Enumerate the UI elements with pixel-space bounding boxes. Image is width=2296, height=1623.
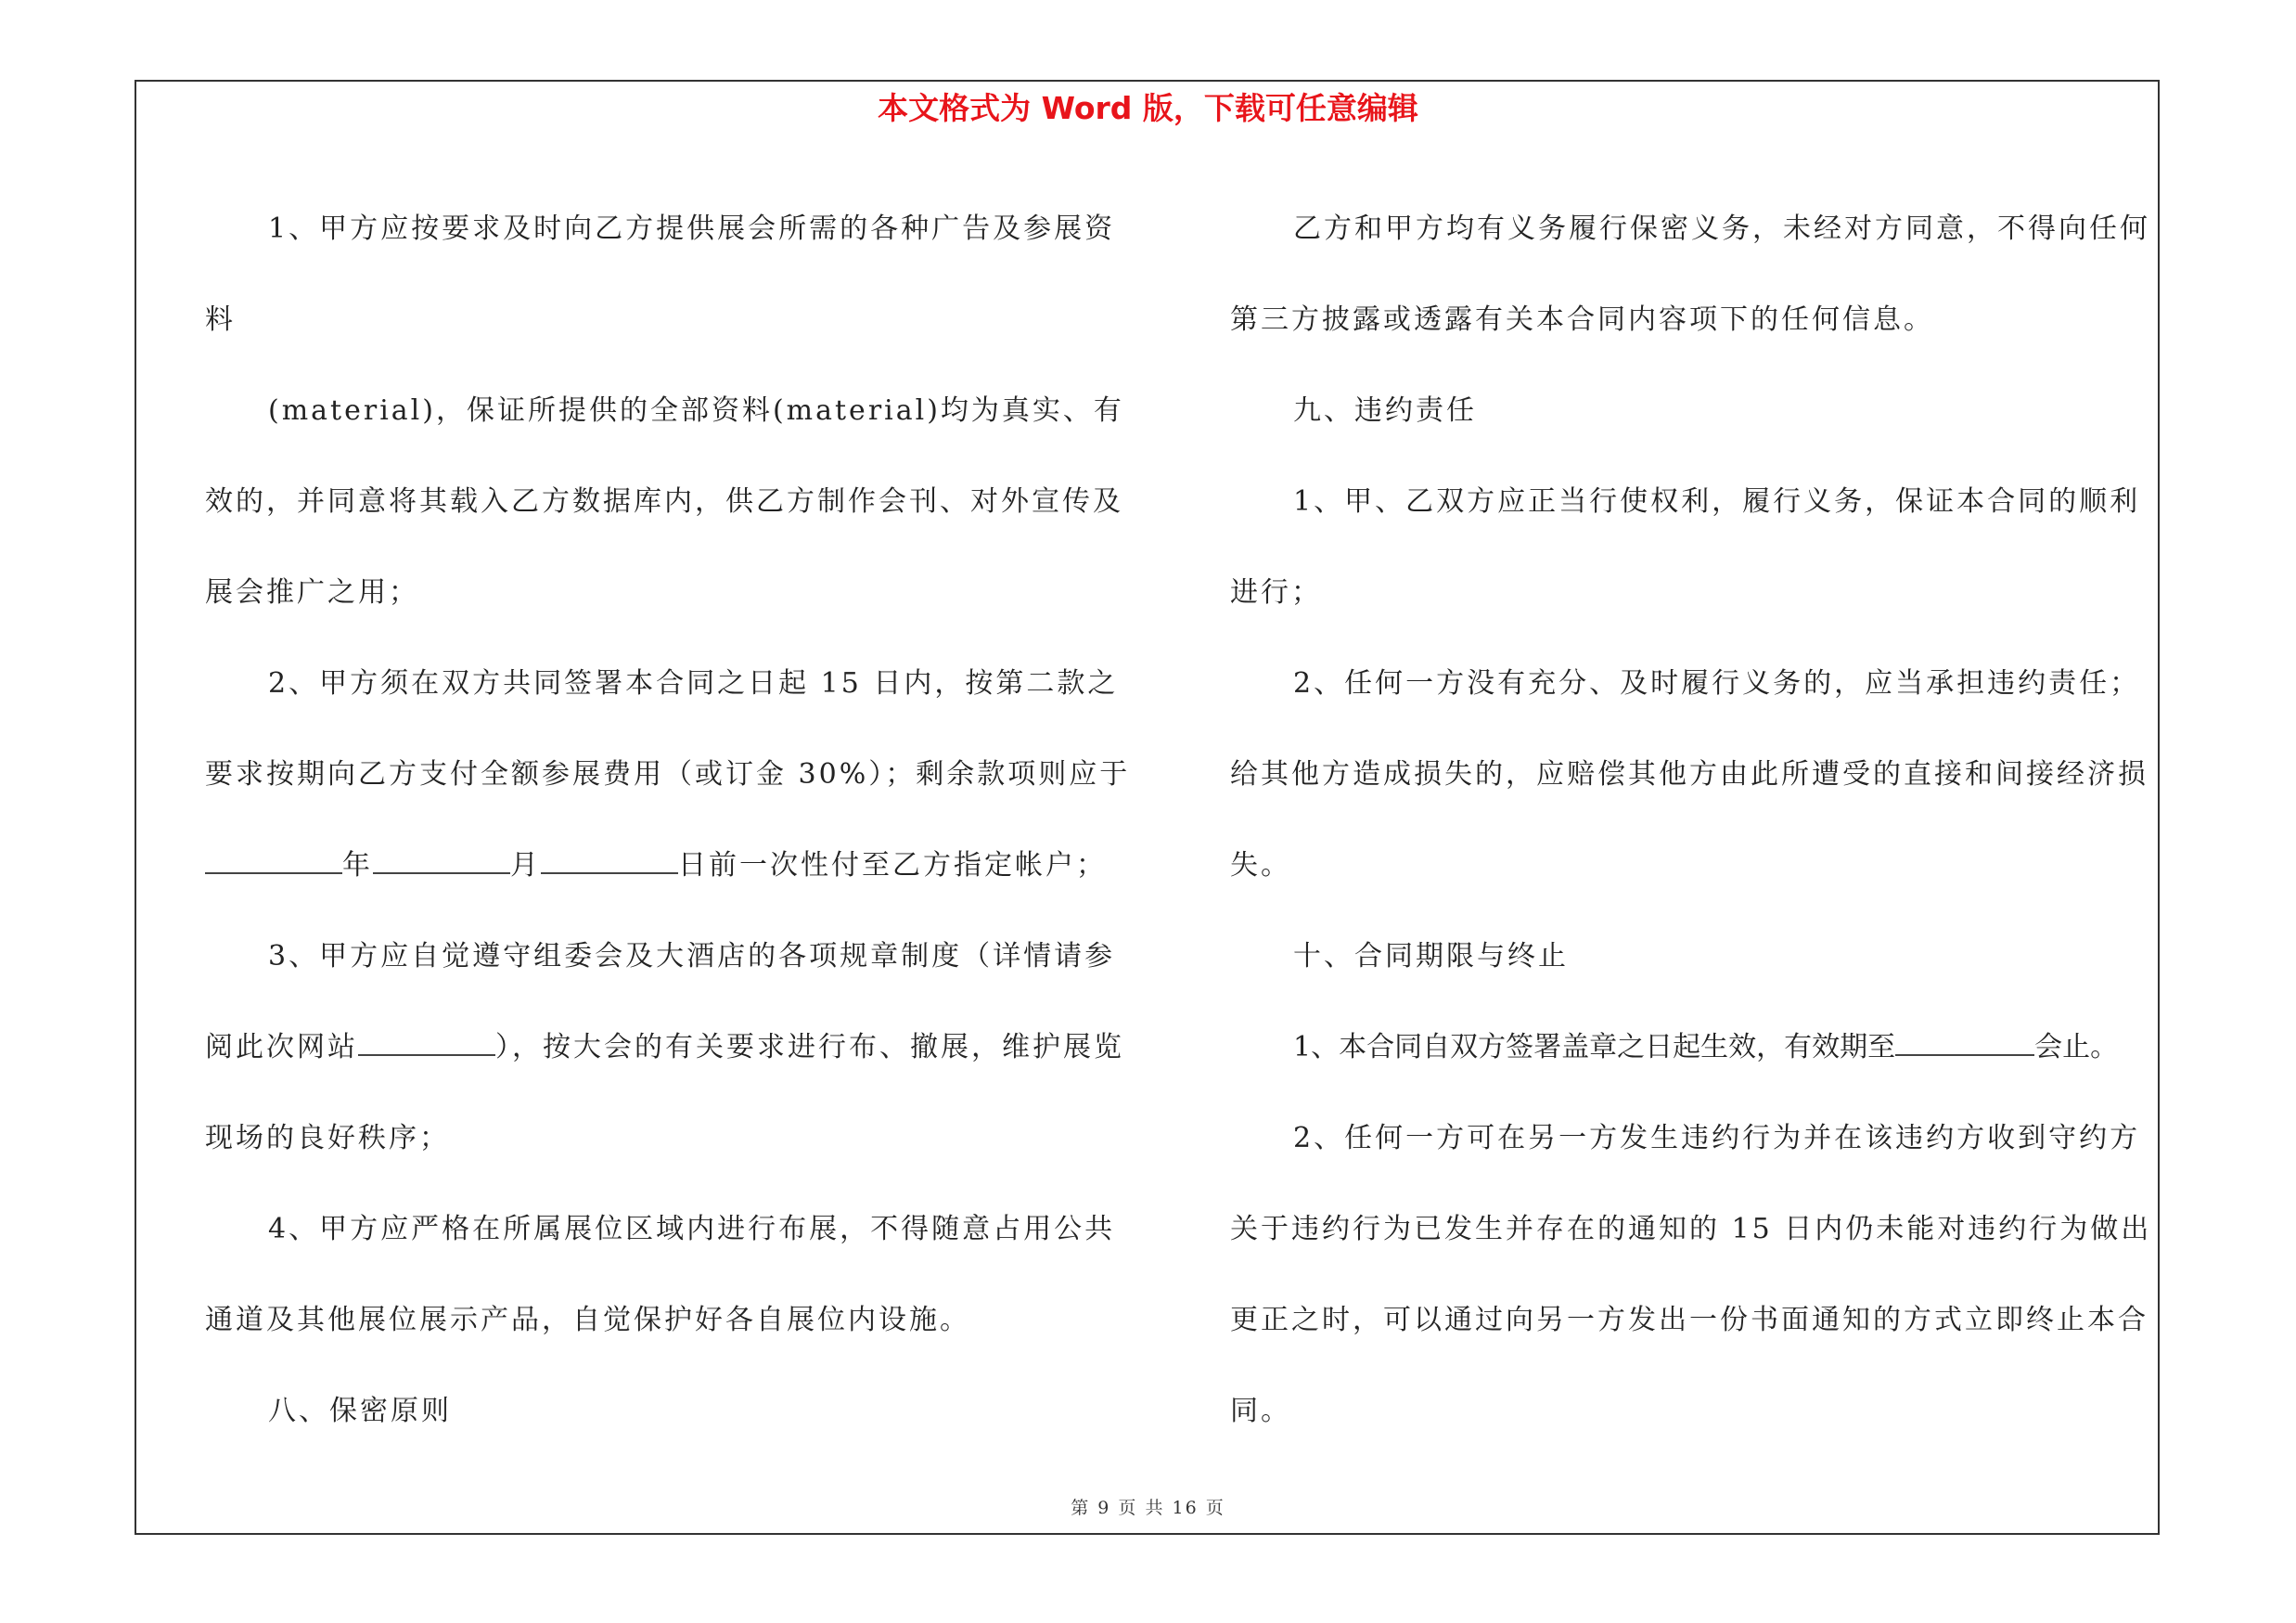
page-number: 第 9 页 共 16 页 — [1071, 1498, 1225, 1518]
clause-2-tail: 日前一次性付至乙方指定帐户； — [678, 849, 1107, 882]
clause-2 — [205, 638, 1133, 911]
format-banner: 本文格式为 Word 版，下载可任意编辑 — [878, 90, 1418, 126]
liability-clause-2: 2、任何一方没有充分、及时履行义务的，应当承担违约责任；给其他方造成损失的，应赔偿其他方由此所遭受的直接和间接经济损失。 — [1230, 667, 2148, 882]
label-month: 月 — [510, 849, 541, 882]
clause-2-text: 2、甲方须在双方共同签署本合同之日起 15 日内，按第二款之要求按期向乙方支付全额参展费用（或订金 30%）；剩余款项则应于 — [205, 667, 1131, 791]
right-column — [1230, 184, 2158, 1457]
term-clause-1-tail: 会止。 — [2034, 1031, 2119, 1063]
clause-3-head: 3、甲方应自觉遵守组委会及大酒店的各项规章制度（详情请参阅此次网站 — [205, 940, 1116, 1063]
left-column — [205, 184, 1133, 1457]
blank-month — [373, 848, 510, 874]
liability-clause-1: 1、甲、乙双方应正当行使权利，履行义务，保证本合同的顺利进行； — [1230, 485, 2141, 609]
clause-1-intro: 1、甲方应按要求及时向乙方提供展会所需的各种广告及参展资料 — [205, 213, 1116, 336]
term-clause-1 — [1230, 1002, 2158, 1093]
heading-term: 十、合同期限与终止 — [1293, 940, 1569, 973]
heading-liability: 九、违约责任 — [1293, 394, 1477, 427]
term-clause-2: 2、任何一方可在另一方发生违约行为并在该违约方收到守约方关于违约行为已发生并存在的通知的 15 日内仍未能对违约行为做出更正之时，可以通过向另一方发出一份书面通知的方式立即终止本合同。 — [1230, 1122, 2152, 1427]
label-year: 年 — [342, 849, 373, 882]
clause-3-tail: ），按大会的有关要求进行布、撤展，维护展览现场的良好秩序； — [205, 1031, 1124, 1154]
heading-confidentiality: 八、保密原则 — [268, 1395, 452, 1427]
confidentiality-text: 乙方和甲方均有义务履行保密义务，未经对方同意，不得向任何第三方披露或透露有关本合同内容项下的任何信息。 — [1230, 213, 2150, 336]
blank-website — [358, 1030, 495, 1056]
blank-day — [541, 848, 678, 874]
clause-3 — [205, 911, 1133, 1184]
term-clause-1-head: 1、本合同自双方签署盖章之日起生效，有效期至 — [1293, 1031, 1896, 1063]
blank-year — [205, 848, 342, 874]
clause-1-body: (material)，保证所提供的全部资料(material)均为真实、有效的，并同意将其载入乙方数据库内，供乙方制作会刊、对外宣传及展会推广之用； — [205, 394, 1124, 609]
blank-expiry — [1895, 1030, 2034, 1056]
clause-4: 4、甲方应严格在所属展位区域内进行布展，不得随意占用公共通道及其他展位展示产品，自觉保护好各自展位内设施。 — [205, 1213, 1116, 1336]
